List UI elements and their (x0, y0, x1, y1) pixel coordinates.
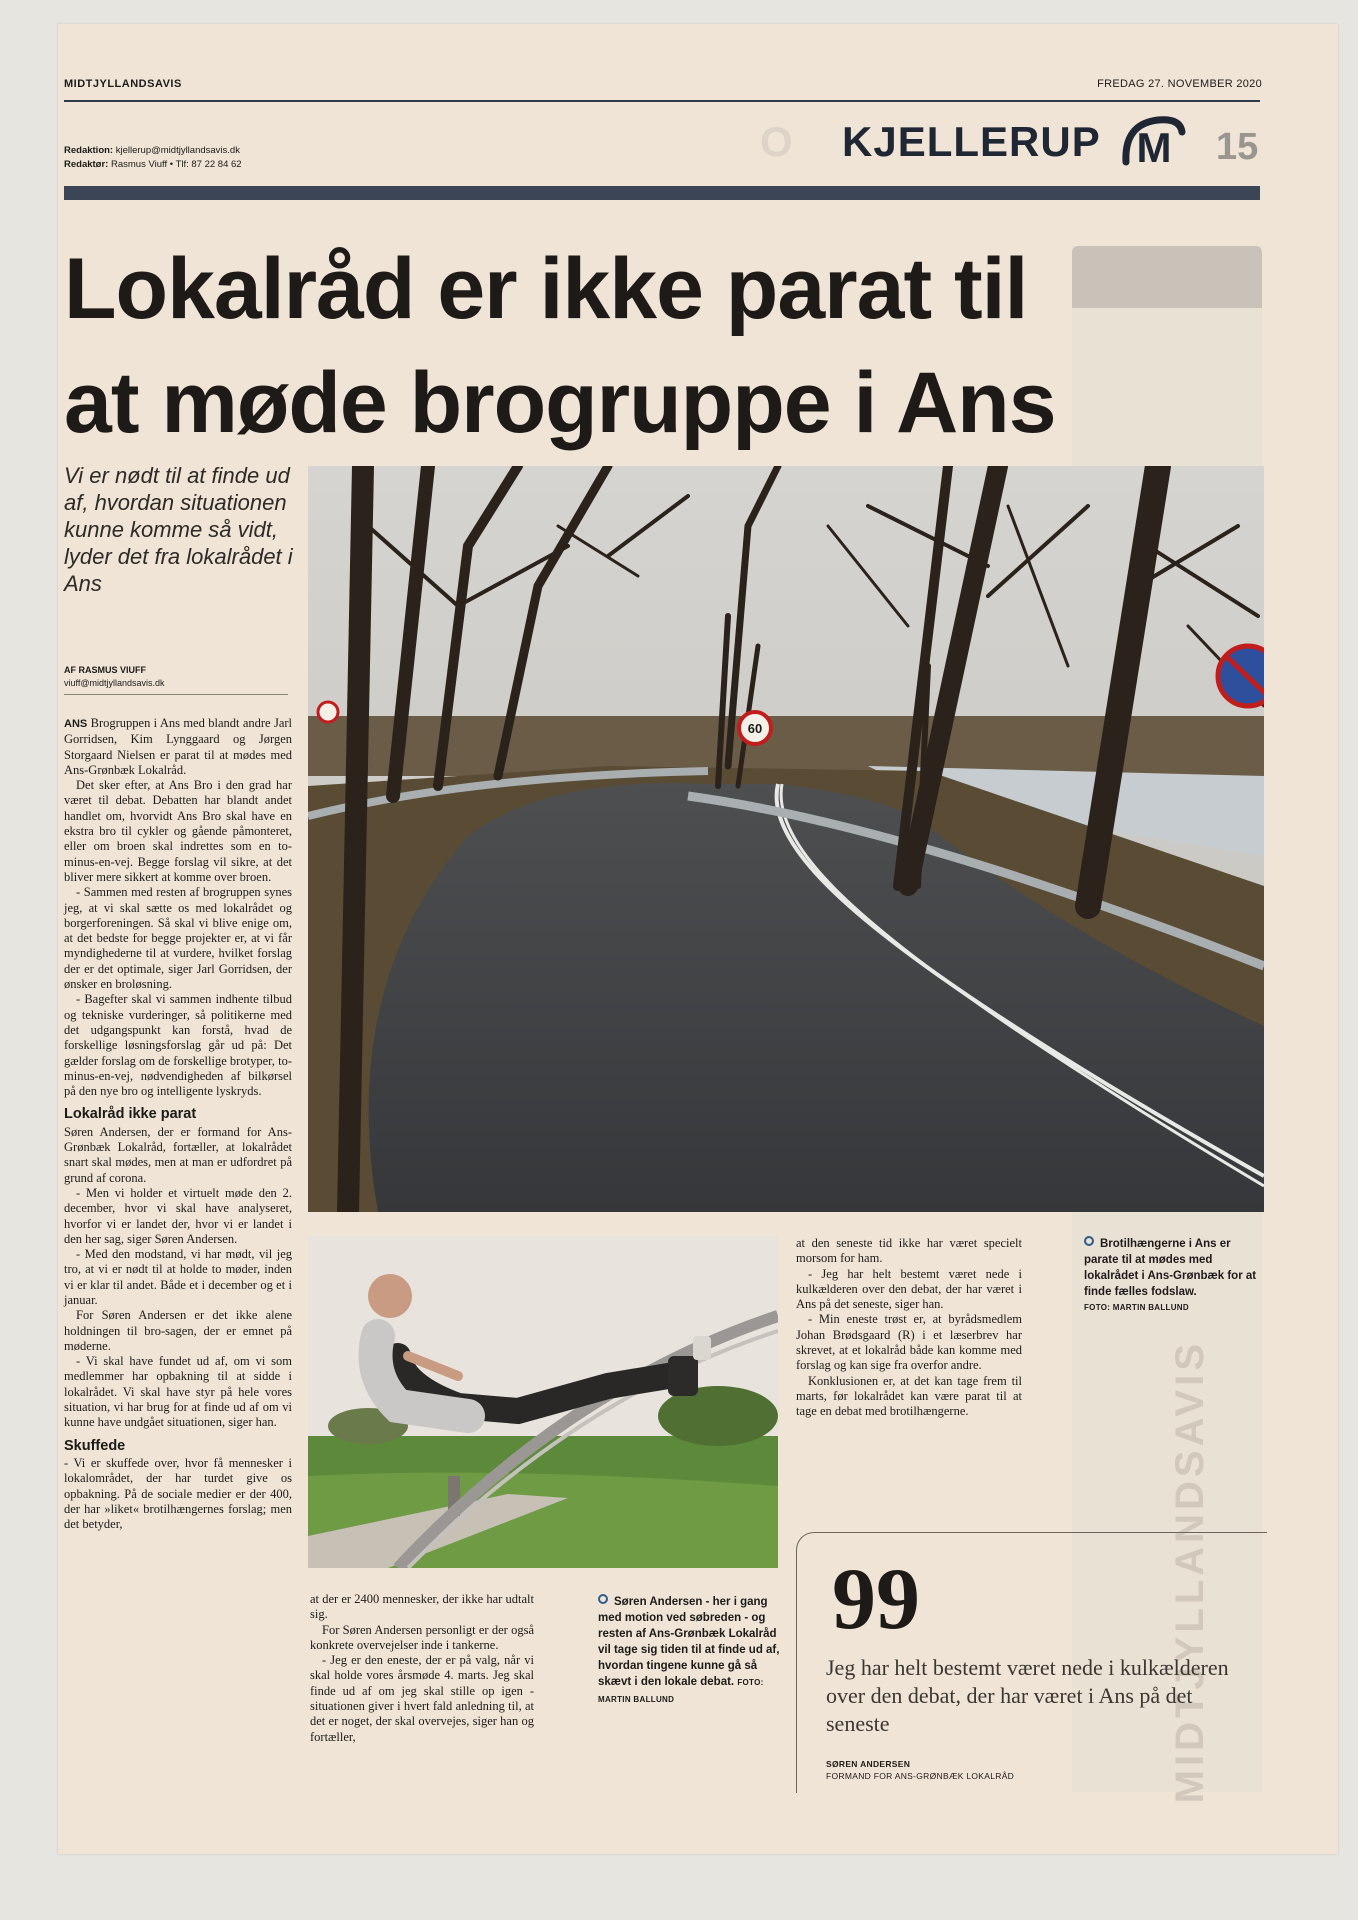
road-photo-caption: Brotilhængerne i Ans er parate til at mødes med lokalrådet i Ans-Grønbæk for at finde fælles fodslaw. FOTO: MARTIN BALLUND (1084, 1238, 1257, 1312)
exercise-photo (308, 1236, 778, 1568)
ghost-vertical-text: MIDTJYLLANDSAVIS (1168, 1340, 1212, 1804)
caption-bullet-icon (598, 1594, 608, 1604)
issue-date: FREDAG 27. NOVEMBER 2020 (1097, 78, 1262, 90)
dateline: ANS (64, 718, 88, 730)
midtjyllandsavis-logo-icon (1118, 112, 1186, 170)
article-column-2: at der er 2400 mennesker, der ikke har udtalt sig. For Søren Andersen personligt er der også konkrete overvejelser inde i tankerne. - Jeg er den eneste, der er på valg, når vi skal holde vores årsmøde 4. marts. Jeg skal finde ud af om jeg skal stille op igen - situationen giver i hvert fald anledning til, at det er noget, der skal overvejes, siger han og fortæller, (310, 1592, 534, 1744)
byline-author: AF RASMUS VIUFF (64, 665, 146, 675)
ghost-sidebar-tag (1072, 246, 1262, 308)
paper-name: MIDTJYLLANDSAVIS (64, 78, 182, 90)
deck: Vi er nødt til at finde ud af, hvordan situationen kunne komme så vidt, lyder det fra lokalrådet i Ans (64, 463, 293, 596)
page-number: 15 (1216, 126, 1259, 168)
ghost-section-text: O (760, 118, 793, 165)
caption-bullet-icon (1084, 1236, 1094, 1246)
exercise-photo-caption: Søren Andersen - her i gang med motion ved søbreden - og resten af Ans-Grønbæk Lokalråd vil tage sig tiden til at finde ud af, hvordan tingene kunne gå så skævt i den lokale debat. FOTO: MARTIN BALLUND (598, 1596, 780, 1704)
section-bar (64, 186, 1260, 200)
article-column-1: ANS Brogruppen i Ans med blandt andre Jarl Gorridsen, Kim Lynggaard og Jørgen Storgaard Nielsen er parat til at mødes med Ans-Grønbæk Lokalråd. Det sker efter, at Ans Bro i den grad har været til debat. Debatten har blandt andet handlet om, hvorvidt Ans Bro skal have en ekstra bro til cykler og gående påmonteret, eller om broen skal indrettes som en to-minus-en-vej. Begge forslag vil sikre, at det bliver mere sikkert at komme over broen. - Sammen med resten af brogruppen synes jeg, at vi skal sætte os med lokalrådet og borgerforeningen. Så skal vi blive enige om, at det bedste for begge projekter er, at vi får myndighederne til at vurdere, hvilket forslag der er det optimale, siger Jarl Gorridsen, der ønsker en broløsning. - Bagefter skal vi sammen indhente tilbud og tekniske vurderinger, så politikerne med det udgangspunkt kan forstå, hvad de forskellige løsningsforslag går ud på: Det gælder forslag om de forskellige brotyper, to-minus-en-vej, nødvendigheden af bilkørsel på den nye bro og intelligente lyskryds. Lokalråd ikke parat Søren Andersen, der er formand for Ans-Grønbæk Lokalråd, fortæller, at lokalrådet snart skal mødes, men at man er udfordret på grund af corona. - Men vi holder et virtuelt møde den 2. december, hvor vi skal have analyseret, hvorfor vi er landet der, hvor vi er landet i den her sag, siger Søren Andersen. - Med den modstand, vi har mødt, vil jeg tro, at vi er nødt til at holde to møder, inden vi er klar til andet. Både et i december og et i januar. For Søren Andersen er det ikke alene holdningen til bro-sagen, der er emnet på møderne. - Vi skal have fundet ud af, om vi som medlemmer har opbakning til at sidde i lokalrådet. Vi skal have styr på hele vores situation, vi har brug for at finde ud af om vi kunne have undgået situationen, siger han. Skuffede - Vi er skuffede over, hvor få mennesker i lokalområdet, der har turdet give os opbakning. På de sociale medier er der 400, der har »liket« brotilhængernes forslag; men det betyder, (64, 716, 292, 1532)
subhead-lokalraad: Lokalråd ikke parat (64, 1106, 197, 1123)
logo-letter: M (1136, 124, 1172, 170)
headline: Lokalråd er ikke parat til at møde brogruppe i Ans (64, 241, 1056, 451)
road-photo (308, 466, 1264, 1212)
byline-email: viuff@midtjyllandsavis.dk (64, 678, 165, 688)
byline (64, 664, 165, 690)
quote-mark-icon: 99 (832, 1551, 920, 1648)
article-column-3: at den seneste tid ikke har været specielt morsom for ham. - Jeg har helt bestemt været nede i kulkælderen over den debat, der har været i Ans på det seneste, siger han. - Min eneste trøst er, at byrådsmedlem Johan Brødsgaard (R) i et læserbrev har skrevet, at et lokalråd både kan komme med forslag og kan sige fra overfor andre. Konklusionen er, at det kan tage frem til marts, før lokalrådet kan være parat til at tage en debat med brotilhængerne. (796, 1236, 1022, 1419)
masthead-rule (64, 100, 1260, 102)
contact-info: Redaktion: kjellerup@midtjyllandsavis.dk Redaktør: Rasmus Viuff • Tlf: 87 22 84 62 (64, 145, 242, 170)
section-title: KJELLERUP (842, 118, 1101, 165)
byline-rule (64, 694, 288, 695)
subhead-skuffede: Skuffede (64, 1437, 126, 1454)
pull-quote-attribution: SØREN ANDERSEN FORMAND FOR ANS-GRØNBÆK LOKALRÅD (826, 1759, 1015, 1781)
speed-sign-text: 60 (747, 721, 763, 736)
pull-quote-text: Jeg har helt bestemt været nede i kulkælderen over den debat, der har været i Ans på det seneste (826, 1655, 1229, 1736)
